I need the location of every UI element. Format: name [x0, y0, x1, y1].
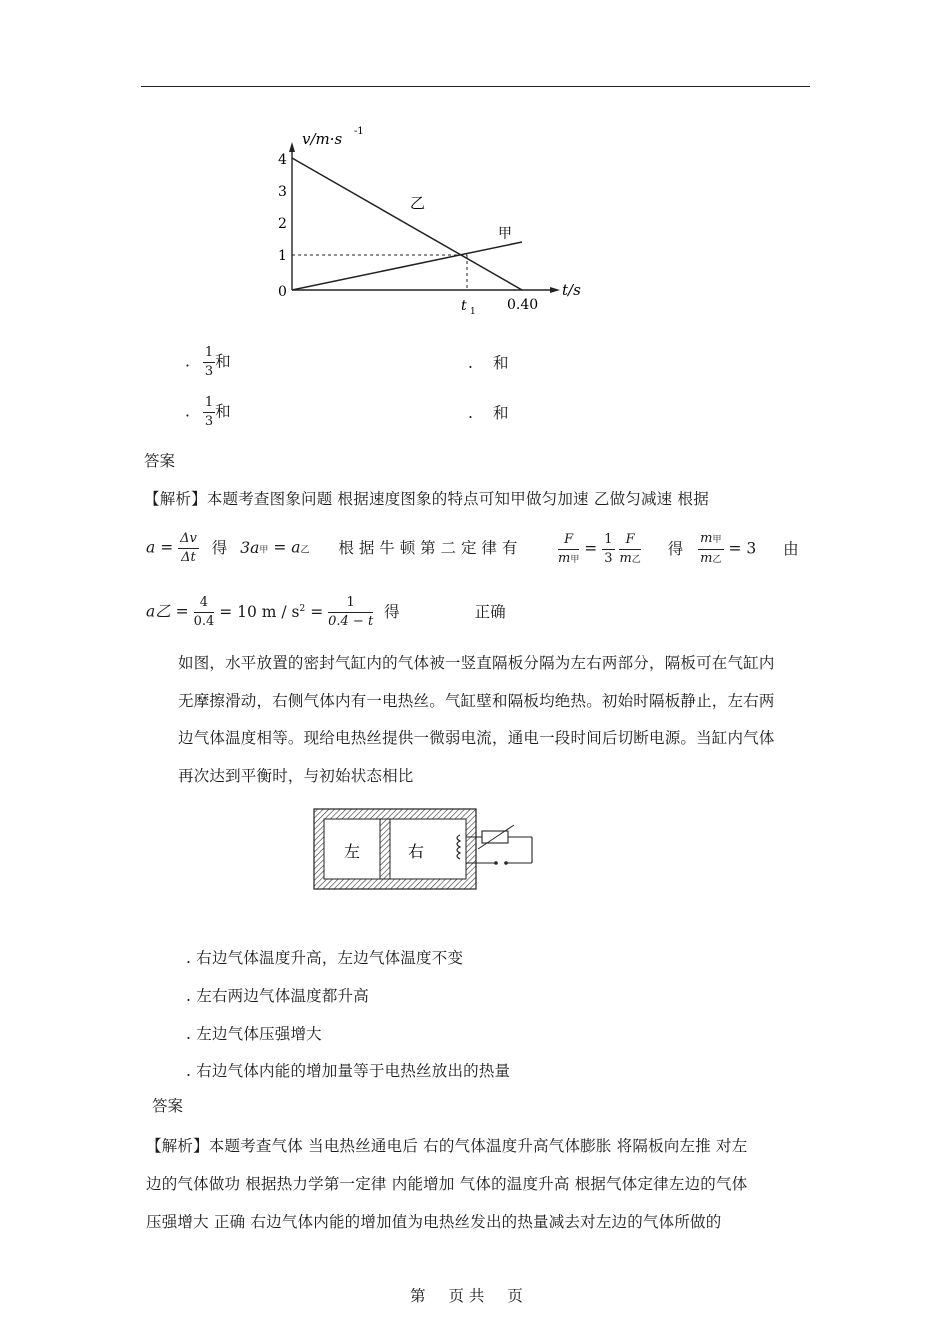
q2-stem-line4: 再次达到平衡时，与初始状态相比: [178, 767, 414, 785]
cylinder-figure: [310, 805, 550, 895]
t1-label: t: [461, 298, 467, 314]
q1-option-c: . $\frac{1}{3}$ 和: [185, 395, 231, 429]
switch-node-b: [504, 861, 508, 865]
label-left: 左: [344, 842, 361, 861]
q1-eq-newton-frac: $\frac{F}{\text{m甲}}$ = $\frac{1}{3}$ $\frac{F}{\text{m乙}}$ 得 $\frac{\text{m甲}}{\text{m乙}}$ = 3 由: [558, 531, 799, 566]
t1-sub: 1: [470, 307, 476, 317]
footer-page: [410, 1286, 523, 1306]
q2-analysis-line2: 边的气体做功 根据热力学第一定律 内能增加 气体的温度升高 根据气体定律左边的气体: [146, 1175, 748, 1193]
q1-analysis: 【解析】本题考查图象问题 根据速度图象的特点可知甲做匀加速 乙做匀减速 根据: [144, 490, 709, 508]
q2-option-b: . 左右两边气体温度都升高: [186, 987, 369, 1005]
x-axis-label: t/s: [562, 281, 581, 299]
y-tick-2: 2: [278, 216, 287, 232]
q2-analysis-line1: 【解析】本题考查气体 当电热丝通电后 右的气体温度升高气体膨胀 将隔板向左推 对左: [146, 1137, 748, 1155]
q1-option-a: . $\frac{1}{3}$ 和: [185, 345, 231, 379]
q1-option-d: . 和: [468, 404, 509, 422]
label-right: 右: [408, 842, 425, 861]
partition: [380, 819, 390, 879]
footer-ye: 页: [507, 1287, 523, 1305]
label-yi: 乙: [410, 194, 426, 212]
t-end-label: 0.40: [507, 297, 539, 313]
q2-answer-label: 答案: [152, 1097, 184, 1115]
q2-stem-line1: 如图，水平放置的密封气缸内的气体被一竖直隔板分隔为左右两部分，隔板可在气缸内: [178, 654, 775, 672]
y-tick-4: 4: [278, 152, 287, 168]
line-yi: [292, 158, 522, 290]
switch-node-a: [494, 861, 498, 865]
q2-option-c: . 左边气体压强增大: [186, 1025, 322, 1043]
q2-stem-line2: 无摩擦滑动，右侧气体内有一电热丝。气缸壁和隔板均绝热。初始时隔板静止，左右两: [178, 692, 775, 710]
q2-option-a: . 右边气体温度升高，左边气体温度不变: [186, 949, 464, 967]
y-axis-exp: -1: [354, 126, 364, 137]
q1-answer-label: 答案: [144, 452, 176, 470]
vt-graph: [270, 120, 610, 330]
footer-di: 第: [410, 1287, 426, 1305]
q1-eq-row2: a乙 = $\frac{4}{0.4}$ = 10 m / $s^2$ = $\frac{1}{0.4 - t}$ 得 正确: [146, 595, 506, 629]
rheostat: [482, 831, 508, 843]
line-jia: [292, 242, 522, 290]
y-axis-arrow: [289, 142, 295, 152]
footer-ye-gong: 页 共: [448, 1287, 485, 1305]
q2-analysis-line3: 压强增大 正确 右边气体内能的增加值为电热丝发出的热量减去对左边的气体所做的: [146, 1213, 722, 1231]
q1-eq-row1: a = $\frac{\Delta v}{\Delta t}$ 得 3a甲 = a乙 根 据 牛 顿 第 二 定 律 有: [146, 531, 518, 565]
y-axis-label: v/m·s: [302, 130, 343, 148]
q1-option-b: . 和: [468, 354, 509, 372]
label-jia: 甲: [498, 226, 512, 242]
x-axis-arrow: [550, 287, 560, 293]
q2-option-d: . 右边气体内能的增加量等于电热丝放出的热量: [186, 1062, 511, 1080]
y-tick-1: 1: [278, 248, 287, 264]
header-rule: [141, 86, 810, 87]
origin-label: 0: [278, 284, 287, 300]
q2-stem-line3: 边气体温度相等。现给电热丝提供一微弱电流，通电一段时间后切断电源。当缸内气体: [178, 729, 775, 747]
y-tick-3: 3: [278, 184, 287, 200]
